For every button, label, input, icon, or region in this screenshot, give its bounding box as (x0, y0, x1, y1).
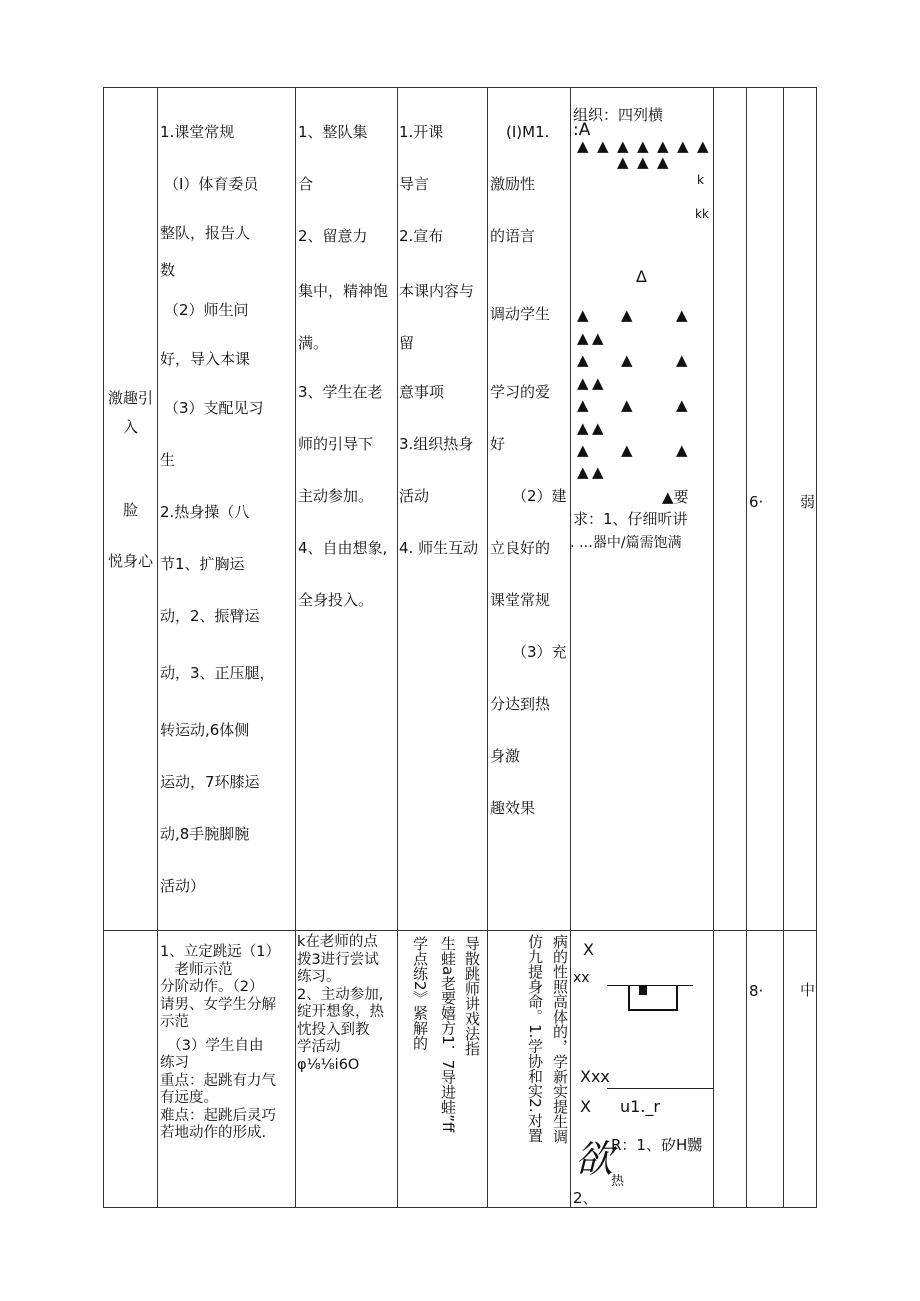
student-triangle-icon: ▲ (617, 137, 629, 155)
req-line-2: . …器中/篇需饱满 (570, 535, 682, 551)
purpose-line: 趣效果 (490, 799, 536, 817)
org2-hot: 热 (611, 1174, 625, 1189)
student-triangle-icon: ▲ (597, 137, 609, 155)
stage-line: 悦身心 (107, 552, 153, 570)
org2-underline (607, 1088, 714, 1089)
student-triangle-icon: ▲ (657, 137, 669, 155)
student-line: 2、主动参加, (297, 986, 384, 1003)
content-line: 2.热身操（八 (160, 503, 250, 521)
purpose-line: 身激 (490, 747, 521, 765)
content-line: 活动） (160, 877, 206, 895)
row1-student (298, 106, 398, 626)
student-triangle-icon: ▲ (621, 396, 633, 414)
purpose-line: （2）建 (512, 487, 567, 505)
teacher-line: 1.开课 (399, 123, 444, 141)
purpose-line: 立良好的 (490, 539, 551, 557)
student-triangle-icon: ▲ (676, 351, 688, 369)
row1-purpose (490, 106, 570, 834)
row2-student (297, 934, 397, 1074)
col-border-9 (816, 87, 817, 1208)
content-line: 整队，报告人 (160, 224, 251, 242)
row2-content (160, 944, 296, 1143)
student-triangle-icon: ▲ (592, 374, 604, 392)
row2-teacher-col-2: 生蛙a老要嬉方1．7导进蛙”ff (439, 936, 457, 1133)
student-triangle-icon: ▲ (637, 153, 649, 171)
student-triangle-icon: ▲ (637, 137, 649, 155)
org2-x1: X (583, 940, 594, 959)
org2-xx: xx (573, 970, 590, 986)
row-divider (103, 930, 817, 931)
org2-x2: X (580, 1097, 591, 1116)
student-triangle-icon: ▲ (621, 306, 633, 324)
student-line: 绽开想象，热 (297, 1004, 384, 1020)
org2-u1: u1._r (620, 1097, 660, 1116)
row2-purpose-col-2: 仿九提身命。1.学协和实2.对置 (526, 934, 544, 1143)
student-line: 1、整队集 (298, 123, 368, 141)
row1-time: 6· (749, 493, 764, 511)
content-line: 1.课堂常规 (160, 123, 235, 141)
col-border-7 (746, 87, 747, 1208)
stage-line (104, 440, 157, 498)
content-line: 请男、女学生分解 (160, 996, 276, 1013)
student-triangle-icon: ▲ (577, 137, 589, 155)
teacher-line: 4. 师生互动 (399, 539, 479, 557)
content-line: 动，3、正压腿， (160, 664, 275, 682)
content-line: 好，导入本课 (160, 350, 251, 368)
student-line: 练习。 (297, 969, 341, 985)
content-line: 分阶动作。（2） (160, 979, 264, 995)
purpose-line: （3）充 (512, 643, 567, 661)
student-triangle-icon: ▲ (676, 396, 688, 414)
student-triangle-icon: ▲ (621, 441, 633, 459)
student-triangle-icon: ▲ (592, 329, 604, 347)
teacher-mark-kk: kk (695, 207, 709, 221)
student-line: 学活动 (297, 1039, 341, 1055)
org-sub: :A (573, 120, 591, 140)
student-triangle-icon: ▲ (697, 137, 709, 155)
student-triangle-icon: ▲ (677, 137, 689, 155)
content-line: 示范 (160, 1014, 189, 1030)
student-line: 集中，精神饱 (298, 282, 389, 300)
org2-req: R：1、矽H嬲 (611, 1136, 703, 1154)
student-line: 2、留意力 (298, 227, 368, 245)
student-line: 3、学生在老 (298, 383, 383, 401)
student-triangle-icon: ▲ (621, 351, 633, 369)
org-title: 组织：四列横 (573, 106, 664, 124)
content-line: （3）学生自由 (160, 1037, 264, 1054)
teacher-line: 导言 (399, 175, 430, 193)
content-line: （2）师生问 (164, 301, 249, 319)
row1-stage (104, 386, 157, 574)
req-yao: ▲要 (662, 488, 689, 506)
teacher-line: 本课内容与 (399, 282, 475, 300)
purpose-line: 课堂常规 (490, 591, 551, 609)
student-triangle-icon: ▲ (592, 463, 604, 481)
row1-teacher (399, 106, 489, 574)
content-line: 运动，7环膝运 (160, 773, 260, 791)
teacher-line: 留 (399, 334, 415, 352)
table-bottom-border (103, 1207, 817, 1208)
purpose-line: 激励性 (490, 175, 536, 193)
org2-big-char: 欲 (575, 1137, 614, 1181)
student-triangle-icon: ▲ (577, 463, 589, 481)
student-triangle-icon: ▲ (577, 419, 589, 437)
student-triangle-icon: ▲ (577, 374, 589, 392)
student-line: 满。 (298, 334, 329, 352)
stage-line: 脸 (122, 501, 138, 519)
content-line: （3）支配见习 (164, 399, 264, 417)
content-line: 重点：起跳有力气 (160, 1072, 276, 1089)
student-triangle-icon: ▲ (657, 153, 669, 171)
org2-xxx: Xxx (580, 1067, 610, 1086)
student-triangle-icon: ▲ (617, 153, 629, 171)
col-border-6 (713, 87, 714, 1208)
teacher-line: 活动 (399, 487, 430, 505)
col-border-0 (103, 87, 104, 1208)
purpose-line: 学习的爱 (490, 383, 551, 401)
content-line: 节1、扩胸运 (160, 555, 245, 573)
teacher-line: 意事项 (399, 383, 445, 401)
student-line: φ⅛⅛i6O (297, 1056, 360, 1073)
content-line: 有远度。 (160, 1090, 218, 1106)
col-border-8 (783, 87, 784, 1208)
jump-pit-icon (607, 985, 693, 1011)
purpose-line: 好 (490, 435, 506, 453)
purpose-line: 的语言 (490, 227, 536, 245)
delta-icon: Δ (636, 267, 647, 286)
student-line: 合 (298, 175, 314, 193)
purpose-line: (I)M1. (506, 123, 550, 141)
col-border-5 (570, 87, 571, 1208)
purpose-line: 分达到热 (490, 695, 551, 713)
row2-intensity: 中 (800, 981, 816, 999)
content-line: 动,8手腕脚腕 (160, 825, 250, 843)
student-line: 忱投入到教 (297, 1021, 370, 1038)
student-triangle-icon: ▲ (577, 329, 589, 347)
row2-purpose-col-1: 病的性照高体的，学新实提生调 (551, 934, 569, 1144)
student-line: 全身投入。 (298, 591, 374, 609)
row1-content (160, 106, 295, 912)
row1-intensity: 弱 (800, 493, 816, 511)
student-triangle-icon: ▲ (592, 419, 604, 437)
student-triangle-icon: ▲ (577, 351, 589, 369)
content-line: 数 (160, 261, 176, 279)
student-triangle-icon: ▲ (577, 306, 589, 324)
student-line: 师的引导下 (298, 435, 374, 453)
student-line: 拨3进行尝试 (297, 951, 379, 968)
content-line: 练习 (160, 1055, 189, 1071)
content-line: 若地动作的形成. (160, 1125, 267, 1141)
student-triangle-icon: ▲ (577, 396, 589, 414)
teacher-line: 3.组织热身 (399, 435, 474, 453)
stage-line: 入 (122, 418, 138, 436)
content-line: 难点：起跳后灵巧 (160, 1107, 276, 1124)
student-line: k在老师的点 (297, 934, 378, 950)
content-line: 转运动,6体侧 (160, 721, 250, 739)
content-line: 1、立定跳远（1） (160, 944, 280, 960)
col-border-1 (157, 87, 158, 1208)
req-line-1: 求：1、仔细听讲 (573, 510, 688, 528)
student-triangle-icon: ▲ (676, 441, 688, 459)
row2-teacher-col-1: 导散跳师讲戏法指 (463, 936, 481, 1056)
content-line: 生 (160, 451, 176, 469)
stage-line: 激趣引 (107, 389, 153, 407)
teacher-mark-k: k (697, 173, 704, 187)
teacher-line: 2.宣布 (399, 227, 444, 245)
org2-two: 2、 (573, 1189, 598, 1207)
content-line: 老师示范 (160, 961, 233, 978)
row2-teacher-col-3: 学点练2》紧解的 (411, 936, 429, 1051)
content-line: （I）体育委员 (164, 175, 259, 193)
table-top-border (103, 87, 817, 88)
student-line: 主动参加。 (298, 487, 374, 505)
student-triangle-icon: ▲ (577, 441, 589, 459)
content-line: 动，2、振臂运 (160, 607, 260, 625)
purpose-line: 调动学生 (490, 305, 551, 323)
student-triangle-icon: ▲ (676, 306, 688, 324)
row2-time: 8· (749, 982, 764, 1000)
student-line: 4、自由想象, (298, 539, 388, 557)
